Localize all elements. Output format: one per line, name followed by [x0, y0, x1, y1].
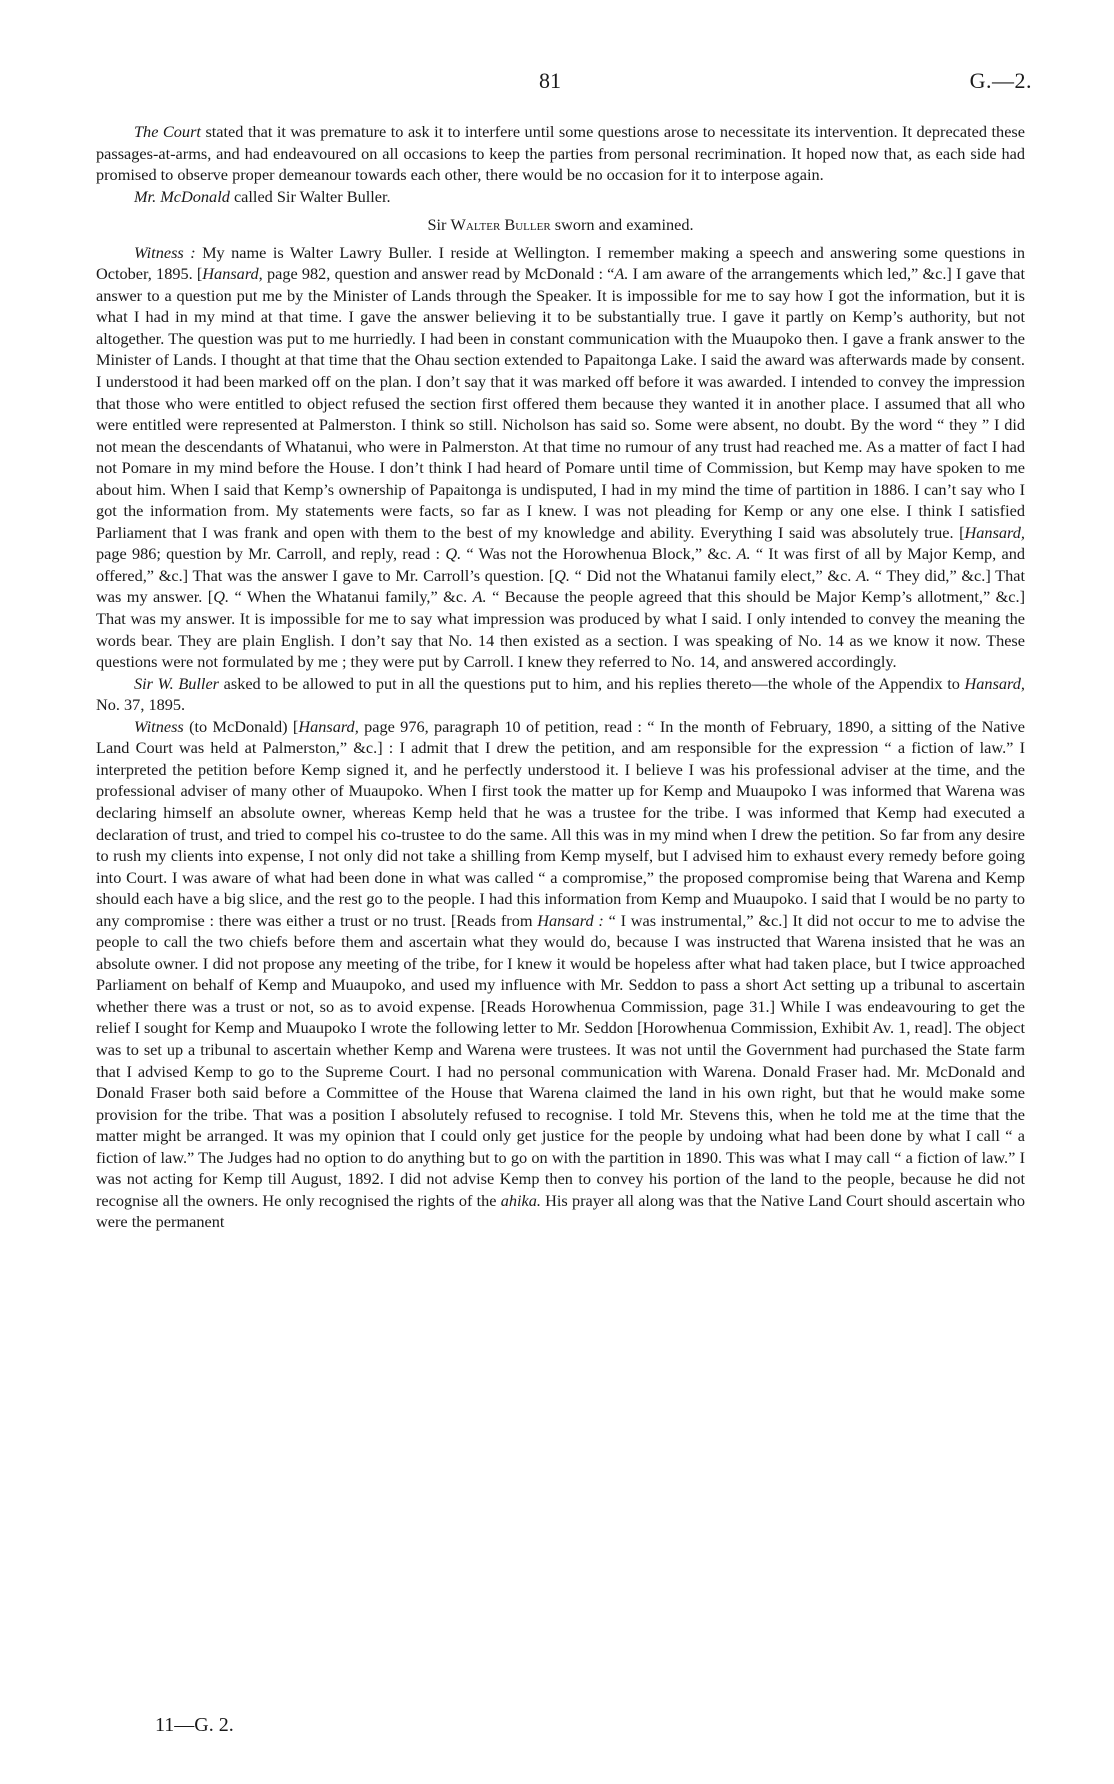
- paragraph-text: stated that it was premature to ask it to interfere until some questions arose to necessitate its intervention. It deprecated these passages-at-arms, and had endeavoured on all occasions to keep the parties from personal recrimination. It hoped now that, as each side had promised to observe proper demeanour towards each other, there would be no occasion for it to interpose again.: [96, 122, 1025, 185]
- witness-heading: [96, 214, 1025, 236]
- italic-run: Q.: [445, 544, 462, 564]
- text-run: “ They did,” &c.] That was my answer. [: [96, 565, 1025, 607]
- italic-run: Hansard :: [537, 910, 604, 930]
- speaker-name: Mr. McDonald: [134, 186, 230, 206]
- signature-mark: 11—G. 2.: [155, 1714, 234, 1736]
- speaker-name: Witness :: [134, 242, 196, 262]
- heading-name: Walter Buller: [450, 215, 551, 235]
- italic-run: Hansard,: [202, 264, 263, 284]
- text-run: His prayer all along was that the Native Land Court should ascertain who were the permanent: [96, 1190, 1025, 1232]
- text-run: page 982, question and answer read by McDonald : “: [262, 264, 615, 284]
- text-run: “ It was first of all by Major Kemp, and offered,” &c.] That was the answer I gave to Mr. Carroll’s question. [: [96, 544, 1025, 585]
- italic-run: Q.: [213, 587, 230, 607]
- text-run: “ Because the people agreed that this should be Major Kemp’s allotment,” &c.] That was my answer. It is impossible for me to say what impression was produced by what I said. I only intended to convey the meaning the words bear. They are plain English. I don’t say that No. 14 then existed as a section. I was speaking of No. 14 as we know it now. These questions were not formulated by me ; they were put by Carroll. I knew they referred to No. 14, and answered accordingly.: [96, 587, 1026, 672]
- paragraph-witness-testimony: [96, 242, 1025, 673]
- text-run: “ When the Whatanui family,” &c.: [229, 587, 473, 607]
- italic-run: Hansard,: [964, 673, 1025, 693]
- page-number: 81: [539, 68, 561, 93]
- heading-suffix: sworn and examined.: [550, 215, 694, 235]
- italic-run: Hansard,: [964, 522, 1025, 542]
- text-run: (to McDonald) [: [183, 716, 299, 736]
- body-text: [96, 121, 1025, 1233]
- paragraph-called-witness: [96, 186, 1025, 208]
- italic-run: A.: [856, 565, 871, 585]
- text-run: “ Did not the Whatanui family elect,” &c.: [569, 565, 857, 585]
- paragraph-buller-request: [96, 673, 1025, 716]
- paragraph-court-statement: [96, 121, 1025, 186]
- text-run: No. 37, 1895.: [96, 695, 186, 715]
- text-run: asked to be allowed to put in all the questions put to him, and his replies thereto—the whole of the Appendix to: [219, 673, 965, 693]
- italic-run: Q.: [554, 565, 570, 585]
- speaker-name: Witness: [134, 716, 184, 736]
- text-run: “ Was not the Horowhenua Block,” &c.: [461, 544, 737, 564]
- speaker-name: Sir W. Buller: [134, 673, 220, 693]
- text-run: “ I was instrumental,” &c.] It did not occur to me to advise the people to call the two chiefs before them and ascertain what they would do, because I was instructed that Warena insisted that he was an absolute owner. I did not propose any meeting of the tribe, for I knew it would be hopeless after what had taken place, but I twice approached Parliament on behalf of Kemp and Muaupoko, and used my influence with Mr. Seddon to pass a short Act setting up a tribunal to ascertain whether there was a trust or not, so as to avoid expense. [Reads Horowhenua Commission, page 31.] While I was endeavouring to get the relief I sought for Kemp and Muaupoko I wrote the following letter to Mr. Seddon [Horowhenua Commission, Exhibit Av. 1, read]. The object was to set up a tribunal to ascertain whether Kemp and Warena were trustees. It was not until the Government had purchased the State farm that I advised Kemp to go to the Supreme Court. I had no personal communication with Warena. Donald Fraser had. Mr. McDonald and Donald Fraser both said before a Committee of the House that Warena claimed the land in his own right, but that he would make some provision for the tribe. That was a position I absolutely refused to recognise. I told Mr. Stevens this, when he told me at the time that the matter might be arranged. It was my opinion that I could only get justice for the people by undoing what had been done by what I call “ a fiction of law.” The Judges had no option to do anything but to go on with the partition in 1890. This was what I may call “ a fiction of law.” I was not acting for Kemp till August, 1892. I did not advise Kemp then to convey his portion of the land to the people, because he did not recognise all the owners. He only recognised the rights of the: [96, 910, 1025, 1210]
- text-run: page 976, paragraph 10 of petition, read : “ In the month of February, 1890, a sitting of the Native Land Court was held at Palmerston,” &c.] : I admit that I drew the petition, and am responsible for the expression “ a fiction of law.” I interpreted the petition before Kemp signed it, and he perfectly understood it. I believe I was his professional adviser at the time, and the professional adviser of many other of Muaupoko. When I first took the matter up for Kemp and Muaupoko I was informed that Warena was declaring himself an absolute owner, whereas Kemp held that he was a trustee for the tribe. I was informed that Kemp had executed a declaration of trust, and tried to compel his co-trustee to do the same. All this was in my mind when I drew the petition. So far from any desire to rush my clients into expense, I not only did not take a shilling from Kemp myself, but I advised him to exhaust every remedy before going into Court. I was aware of what had been done in what was called “ a compromise,” the proposed compromise being that Warena and Kemp should each have a big slice, and the rest go to the people. I had this information from Kemp and Muaupoko. I said that I would be no party to any compromise : there was either a trust or no trust. [Reads from: [96, 716, 1025, 930]
- text-run: My name is Walter Lawry Buller. I reside at Wellington. I remember making a speech and answering some questions in October, 1895. [: [96, 242, 1025, 284]
- heading-prefix: Sir: [427, 215, 451, 235]
- paragraph-text: called Sir Walter Buller.: [229, 186, 391, 206]
- speaker-name: The Court: [134, 122, 201, 141]
- text-run: I am aware of the arrangements which led,” &c.] I gave that answer to a question put me by the Minister of Lands through the Speaker. It is impossible for me to say how I got the information, but it is what I had in my mind at that time. I gave the answer believing it to be substantially true. I gave it partly on Kemp’s authority, but not altogether. The question was put to me hurriedly. I had been in constant communication with the Muaupoko then. I gave a frank answer to the Minister of Lands. I thought at that time that the Ohau section extended to Papaitonga Lake. I said the award was afterwards made by consent. I understood it had been marked off on the plan. I don’t say that it was marked off before it was awarded. I intended to convey the impression that those who were entitled to object refused the section first offered them because they wanted it in another place. I assumed that all who were entitled were represented at Palmerston. I think so still. Nicholson has said so. Some were absent, no doubt. By the word “ they ” I did not mean the descendants of Whatanui, who were in Palmerston. At that time no rumour of any trust had reached me. As a matter of fact I had not Pomare in my mind before the House. I don’t think I had heard of Pomare until time of Commission, but Kemp may have spoken to me about him. When I said that Kemp’s ownership of Papaitonga is undisputed, I had in my mind the time of partition in 1886. I can’t say who I got the information from. My statements were facts, so far as I knew. I was not pleading for Kemp or any one else. I think I satisfied Parliament that I was frank and open with them to the best of my knowledge and ability. Everything I said was absolutely true. [: [96, 264, 1025, 542]
- document-reference: G.—2.: [969, 68, 1032, 93]
- italic-run: A.: [736, 544, 751, 564]
- italic-run: ahika.: [500, 1190, 541, 1210]
- text-run: page 986; question by Mr. Carroll, and reply, read :: [96, 544, 446, 564]
- italic-run: A.: [614, 264, 629, 284]
- paragraph-witness-to-mcdonald: [96, 716, 1025, 1233]
- italic-run: A.: [472, 587, 487, 607]
- italic-run: Hansard,: [298, 716, 359, 736]
